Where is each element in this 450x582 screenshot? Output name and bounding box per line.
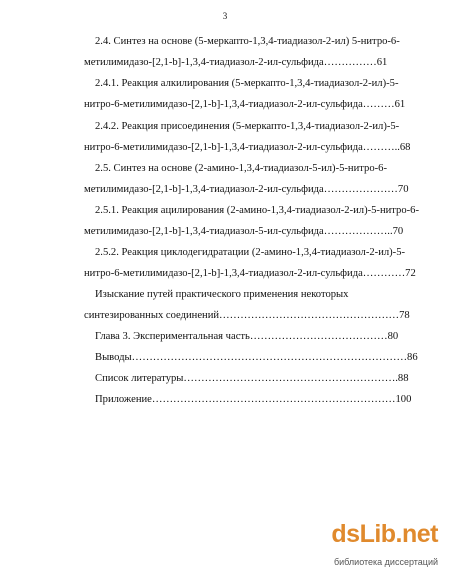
toc-entry-2-4-1-line-1: 2.4.1. Реакция алкилирования (5-меркапто-1,3,4-тиадиазол-2-ил)-5- <box>95 78 399 89</box>
toc-entry-2-5-2-line-2: нитро-6-метилимидазо-[2,1-b]-1,3,4-тиадиазол-2-ил-сульфида…………72 <box>84 268 416 279</box>
toc-entry-2-5-1-line-1: 2.5.1. Реакция ацилирования (2-амино-1,3,4-тиадиазол-2-ил)-5-нитро-6- <box>95 205 419 216</box>
toc-entry-2-5-2-line-1: 2.5.2. Реакция циклодегидратации (2-амино-1,3,4-тиадиазол-2-ил)-5- <box>95 247 406 258</box>
toc-entry-applications-line-2: синтезированных соединений……………………………………………78 <box>84 310 410 321</box>
toc-entry-appendix: Приложение……………………………………………………………100 <box>95 394 412 405</box>
dslib-watermark <box>326 522 438 574</box>
toc-entry-2-4-1-line-2: нитро-6-метилимидазо-[2,1-b]-1,3,4-тиадиазол-2-ил-сульфида………61 <box>84 99 406 110</box>
toc-entry-2-5-line-1: 2.5. Синтез на основе (2-амино-1,3,4-тиадиазол-5-ил)-5-нитро-6- <box>95 163 387 174</box>
toc-entry-chapter-3: Глава 3. Экспериментальная часть…………………………………80 <box>95 331 399 342</box>
toc-entry-conclusions: Выводы……………………………………………………………………86 <box>95 352 418 363</box>
toc-entry-applications-line-1: Изыскание путей практического применения некоторых <box>95 289 349 300</box>
page-number: 3 <box>222 11 228 21</box>
toc-entry-2-5-1-line-2: метилимидазо-[2,1-b]-1,3,4-тиадиазол-5-ил-сульфида………………..70 <box>84 226 404 237</box>
watermark-subtitle: библиотека диссертаций <box>333 557 438 567</box>
toc-entry-2-4-line-1: 2.4. Синтез на основе (5-меркапто-1,3,4-тиадиазол-2-ил) 5-нитро-6- <box>95 36 400 47</box>
toc-entry-2-4-2-line-1: 2.4.2. Реакция присоединения (5-меркапто-1,3,4-тиадиазол-2-ил)-5- <box>95 121 400 132</box>
watermark-logo: dsLib.net <box>331 520 438 548</box>
toc-entry-2-4-2-line-2: нитро-6-метилимидазо-[2,1-b]-1,3,4-тиадиазол-2-ил-сульфида………..68 <box>84 142 411 153</box>
toc-entry-2-5-line-2: метилимидазо-[2,1-b]-1,3,4-тиадиазол-2-ил-сульфида…………………70 <box>84 184 409 195</box>
toc-entry-references: Список литературы…………………………………………………….88 <box>95 373 409 384</box>
toc-entry-2-4-line-2: метилимидазо-[2,1-b]-1,3,4-тиадиазол-2-ил-сульфида……………61 <box>84 57 388 68</box>
